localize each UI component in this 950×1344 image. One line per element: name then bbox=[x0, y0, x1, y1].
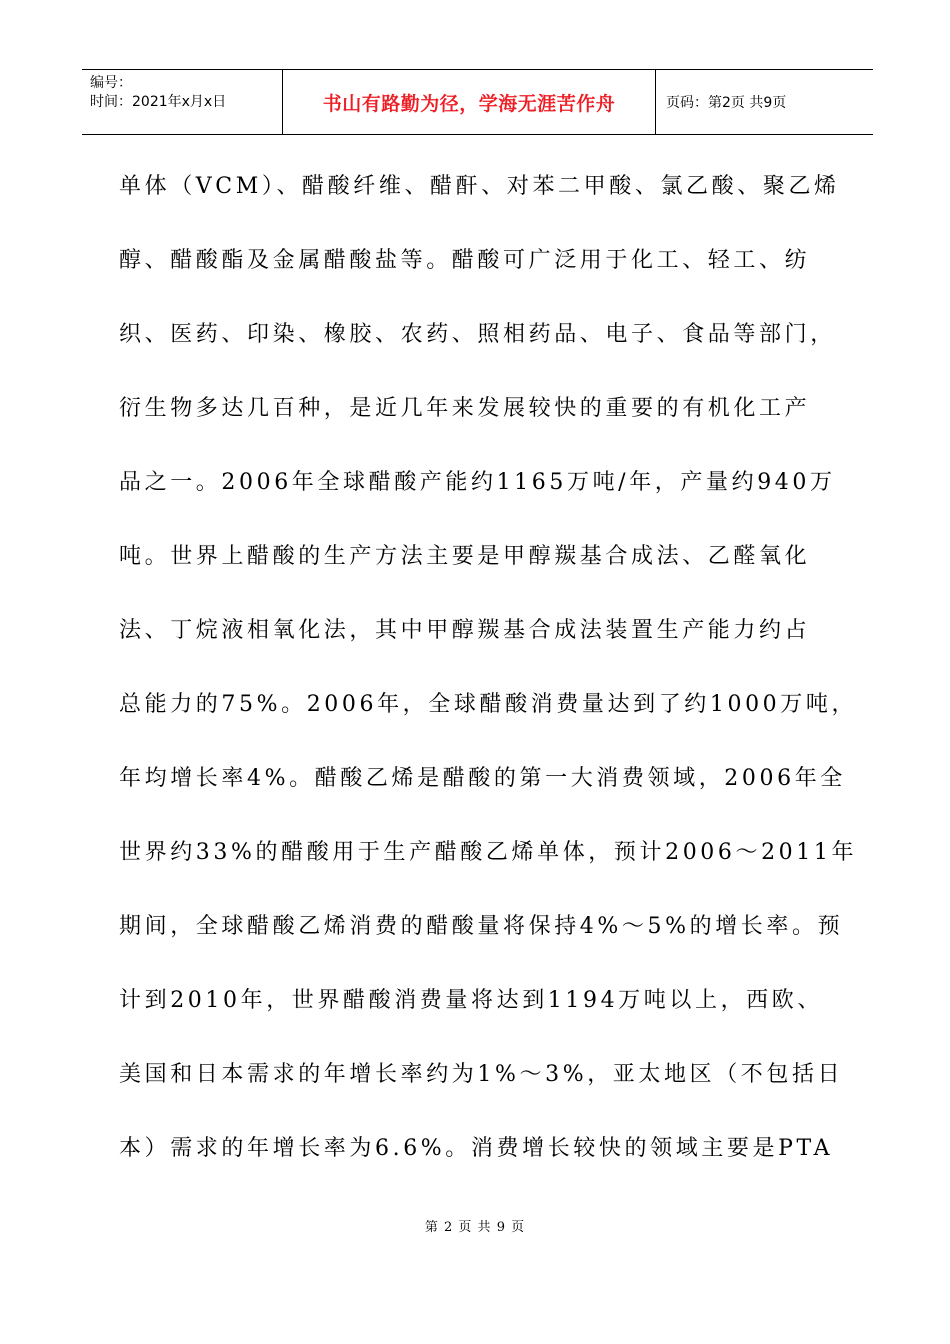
text-line: 吨。世界上醋酸的生产方法主要是甲醇羰基合成法、乙醛氧化 bbox=[119, 544, 811, 569]
text-line: 世界约33%的醋酸用于生产醋酸乙烯单体，预计2006～2011年 bbox=[119, 840, 858, 865]
motto-cell bbox=[283, 70, 656, 134]
footer-page-number: 第 2 页 共 9 页 bbox=[424, 1220, 526, 1235]
time-label: 时间：2021年x月x日 bbox=[90, 94, 227, 110]
motto-text: 书山有路勤为径，学海无涯苦作舟 bbox=[322, 92, 616, 115]
header-table bbox=[82, 69, 873, 135]
page-label: 页码：第2页 共9页 bbox=[666, 95, 787, 111]
text-line: 计到2010年，世界醋酸消费量将达到1194万吨以上，西欧、 bbox=[119, 988, 823, 1013]
header-meta-cell bbox=[82, 70, 283, 134]
text-line: 醇、醋酸酯及金属醋酸盐等。醋酸可广泛用于化工、轻工、纺 bbox=[119, 248, 811, 273]
text-line: 品之一。2006年全球醋酸产能约1165万吨/年，产量约940万 bbox=[119, 470, 836, 495]
text-line: 本）需求的年增长率为6.6%。消费增长较快的领域主要是PTA bbox=[119, 1136, 834, 1161]
text-line: 织、医药、印染、橡胶、农药、照相药品、电子、食品等部门， bbox=[119, 322, 836, 347]
text-line: 衍生物多达几百种，是近几年来发展较快的重要的有机化工产 bbox=[119, 396, 811, 421]
text-line: 单体（VCM）、醋酸纤维、醋酐、对苯二甲酸、氯乙酸、聚乙烯 bbox=[119, 174, 840, 199]
body-text bbox=[119, 150, 858, 1186]
text-line: 期间，全球醋酸乙烯消费的醋酸量将保持4%～5%的增长率。预 bbox=[119, 914, 844, 939]
page-number-cell bbox=[656, 70, 873, 134]
text-line: 年均增长率4%。醋酸乙烯是醋酸的第一大消费领域，2006年全 bbox=[119, 766, 846, 791]
text-line: 法、丁烷液相氧化法，其中甲醇羰基合成法装置生产能力约占 bbox=[119, 618, 811, 643]
text-line: 美国和日本需求的年增长率约为1%～3%，亚太地区（不包括日 bbox=[119, 1062, 844, 1087]
text-line: 总能力的75%。2006年，全球醋酸消费量达到了约1000万吨， bbox=[119, 692, 858, 717]
number-label: 编号： bbox=[90, 75, 132, 91]
page-footer bbox=[0, 1216, 950, 1235]
